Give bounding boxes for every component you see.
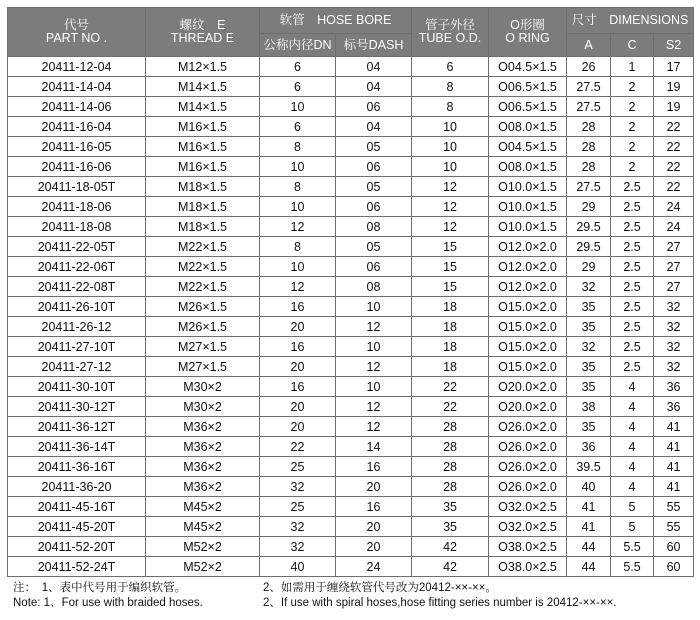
note-cn-1: 注： 1、表中代号用于编织软管。: [13, 582, 187, 594]
part-no-cell: 20411-30-12T: [8, 397, 146, 417]
table-row: [8, 177, 694, 197]
table-row: [8, 437, 694, 457]
dim-s2-cell: 22: [654, 177, 694, 197]
table-row: [8, 477, 694, 497]
dash-cell: 04: [336, 117, 412, 137]
dash-cell: 14: [336, 437, 412, 457]
dash-cell: 04: [336, 77, 412, 97]
o-ring-cell: O15.0×2.0: [489, 297, 567, 317]
dash-cell: 20: [336, 517, 412, 537]
dim-s2-cell: 32: [654, 337, 694, 357]
dim-c-cell: 4: [611, 377, 654, 397]
part-no-cell: 20411-26-10T: [8, 297, 146, 317]
tube-od-cell: 35: [412, 517, 489, 537]
dim-s2-cell: 36: [654, 397, 694, 417]
dim-s2-cell: 19: [654, 97, 694, 117]
dim-s2-cell: 41: [654, 417, 694, 437]
tube-od-cell: 28: [412, 477, 489, 497]
dn-cell: 12: [260, 217, 336, 237]
dim-a-cell: 28: [567, 137, 611, 157]
part-no-cell: 20411-27-10T: [8, 337, 146, 357]
dash-cell: 06: [336, 257, 412, 277]
table-body: [8, 57, 694, 577]
header-dim-c: C: [611, 34, 654, 57]
tube-od-cell: 10: [412, 157, 489, 177]
dash-cell: 12: [336, 317, 412, 337]
thread-cell: M16×1.5: [146, 137, 260, 157]
dn-cell: 10: [260, 97, 336, 117]
notes: [7, 581, 693, 615]
dim-a-cell: 35: [567, 357, 611, 377]
part-no-cell: 20411-18-06: [8, 197, 146, 217]
table-row: [8, 357, 694, 377]
dim-a-cell: 28: [567, 117, 611, 137]
dim-a-cell: 35: [567, 377, 611, 397]
part-no-cell: 20411-30-10T: [8, 377, 146, 397]
part-no-cell: 20411-45-16T: [8, 497, 146, 517]
thread-cell: M30×2: [146, 397, 260, 417]
table-row: [8, 157, 694, 177]
dim-s2-cell: 41: [654, 477, 694, 497]
dim-s2-cell: 32: [654, 357, 694, 377]
o-ring-cell: O08.0×1.5: [489, 157, 567, 177]
dash-cell: 08: [336, 217, 412, 237]
dim-c-cell: 2.5: [611, 197, 654, 217]
thread-cell: M16×1.5: [146, 157, 260, 177]
dim-a-cell: 35: [567, 417, 611, 437]
dn-cell: 16: [260, 337, 336, 357]
thread-cell: M18×1.5: [146, 177, 260, 197]
thread-cell: M18×1.5: [146, 217, 260, 237]
tube-od-cell: 12: [412, 197, 489, 217]
part-no-cell: 20411-52-20T: [8, 537, 146, 557]
part-no-cell: 20411-14-06: [8, 97, 146, 117]
o-ring-cell: O38.0×2.5: [489, 537, 567, 557]
dim-c-cell: 2.5: [611, 177, 654, 197]
dim-c-cell: 2: [611, 137, 654, 157]
dim-s2-cell: 41: [654, 457, 694, 477]
thread-cell: M14×1.5: [146, 97, 260, 117]
dash-cell: 16: [336, 457, 412, 477]
dim-c-cell: 1: [611, 57, 654, 77]
dim-a-cell: 27.5: [567, 77, 611, 97]
tube-od-cell: 15: [412, 257, 489, 277]
dim-a-cell: 44: [567, 537, 611, 557]
dim-a-cell: 32: [567, 337, 611, 357]
part-no-cell: 20411-22-06T: [8, 257, 146, 277]
part-no-cell: 20411-14-04: [8, 77, 146, 97]
dim-a-cell: 44: [567, 557, 611, 577]
part-no-cell: 20411-52-24T: [8, 557, 146, 577]
tube-od-cell: 10: [412, 137, 489, 157]
dash-cell: 20: [336, 477, 412, 497]
o-ring-cell: O26.0×2.0: [489, 437, 567, 457]
table-row: [8, 117, 694, 137]
o-ring-cell: O15.0×2.0: [489, 317, 567, 337]
table-row: [8, 337, 694, 357]
dash-cell: 12: [336, 357, 412, 377]
dim-s2-cell: 24: [654, 197, 694, 217]
dn-cell: 16: [260, 297, 336, 317]
dim-c-cell: 2.5: [611, 217, 654, 237]
dn-cell: 8: [260, 177, 336, 197]
table-row: [8, 377, 694, 397]
dash-cell: 04: [336, 57, 412, 77]
tube-od-cell: 28: [412, 417, 489, 437]
dim-c-cell: 2.5: [611, 237, 654, 257]
table-row: [8, 77, 694, 97]
tube-od-cell: 28: [412, 457, 489, 477]
dim-a-cell: 29: [567, 257, 611, 277]
dash-cell: 10: [336, 377, 412, 397]
dash-cell: 05: [336, 177, 412, 197]
dim-a-cell: 41: [567, 517, 611, 537]
table-row: [8, 197, 694, 217]
part-no-cell: 20411-36-14T: [8, 437, 146, 457]
o-ring-cell: O32.0×2.5: [489, 517, 567, 537]
dash-cell: 12: [336, 417, 412, 437]
dash-cell: 05: [336, 137, 412, 157]
dim-c-cell: 4: [611, 437, 654, 457]
dim-c-cell: 2.5: [611, 337, 654, 357]
thread-cell: M36×2: [146, 417, 260, 437]
o-ring-cell: O20.0×2.0: [489, 397, 567, 417]
dim-s2-cell: 32: [654, 317, 694, 337]
tube-od-cell: 12: [412, 177, 489, 197]
table-header: [8, 8, 694, 57]
dim-c-cell: 4: [611, 457, 654, 477]
o-ring-cell: O38.0×2.5: [489, 557, 567, 577]
header-tube-od: 管子外径 TUBE O.D.: [412, 8, 489, 57]
dim-s2-cell: 22: [654, 157, 694, 177]
note-en-2: 2、If use with spiral hoses,hose fitting series number is 20412-××-××.: [263, 597, 617, 609]
dim-a-cell: 39.5: [567, 457, 611, 477]
tube-od-cell: 10: [412, 117, 489, 137]
dash-cell: 20: [336, 537, 412, 557]
part-no-cell: 20411-18-05T: [8, 177, 146, 197]
dim-c-cell: 5: [611, 517, 654, 537]
dn-cell: 20: [260, 397, 336, 417]
dash-cell: 05: [336, 237, 412, 257]
dim-a-cell: 29.5: [567, 237, 611, 257]
tube-od-cell: 6: [412, 57, 489, 77]
dn-cell: 40: [260, 557, 336, 577]
part-no-cell: 20411-12-04: [8, 57, 146, 77]
thread-cell: M36×2: [146, 457, 260, 477]
table-row: [8, 417, 694, 437]
table-row: [8, 557, 694, 577]
dn-cell: 25: [260, 457, 336, 477]
o-ring-cell: O10.0×1.5: [489, 197, 567, 217]
o-ring-cell: O12.0×2.0: [489, 277, 567, 297]
o-ring-cell: O04.5×1.5: [489, 57, 567, 77]
dim-c-cell: 2: [611, 117, 654, 137]
dash-cell: 10: [336, 297, 412, 317]
part-no-cell: 20411-36-20: [8, 477, 146, 497]
dim-a-cell: 28: [567, 157, 611, 177]
table-row: [8, 237, 694, 257]
dim-a-cell: 27.5: [567, 177, 611, 197]
dim-c-cell: 2.5: [611, 257, 654, 277]
dim-s2-cell: 60: [654, 537, 694, 557]
o-ring-cell: O26.0×2.0: [489, 457, 567, 477]
dim-c-cell: 4: [611, 397, 654, 417]
table-row: [8, 137, 694, 157]
header-dim-s2: S2: [654, 34, 694, 57]
dim-s2-cell: 19: [654, 77, 694, 97]
tube-od-cell: 8: [412, 97, 489, 117]
o-ring-cell: O12.0×2.0: [489, 237, 567, 257]
thread-cell: M27×1.5: [146, 357, 260, 377]
thread-cell: M14×1.5: [146, 77, 260, 97]
thread-cell: M22×1.5: [146, 237, 260, 257]
tube-od-cell: 18: [412, 357, 489, 377]
dim-c-cell: 2: [611, 97, 654, 117]
o-ring-cell: O15.0×2.0: [489, 357, 567, 377]
table-row: [8, 217, 694, 237]
table-row: [8, 397, 694, 417]
part-no-cell: 20411-45-20T: [8, 517, 146, 537]
thread-cell: M27×1.5: [146, 337, 260, 357]
dim-c-cell: 5.5: [611, 537, 654, 557]
part-no-cell: 20411-22-05T: [8, 237, 146, 257]
tube-od-cell: 42: [412, 537, 489, 557]
part-no-cell: 20411-26-12: [8, 317, 146, 337]
note-en-1: Note: 1、For use with braided hoses.: [13, 597, 203, 609]
dim-a-cell: 26: [567, 57, 611, 77]
header-thread: 螺纹 E THREAD E: [146, 8, 260, 57]
dn-cell: 20: [260, 357, 336, 377]
part-no-cell: 20411-16-05: [8, 137, 146, 157]
dn-cell: 8: [260, 137, 336, 157]
o-ring-cell: O06.5×1.5: [489, 97, 567, 117]
dim-a-cell: 36: [567, 437, 611, 457]
dim-a-cell: 29: [567, 197, 611, 217]
thread-cell: M30×2: [146, 377, 260, 397]
o-ring-cell: O04.5×1.5: [489, 137, 567, 157]
o-ring-cell: O12.0×2.0: [489, 257, 567, 277]
dim-c-cell: 2.5: [611, 277, 654, 297]
fitting-spec-table: [7, 7, 694, 577]
dim-c-cell: 5: [611, 497, 654, 517]
dim-a-cell: 35: [567, 317, 611, 337]
tube-od-cell: 15: [412, 237, 489, 257]
dn-cell: 6: [260, 77, 336, 97]
dim-s2-cell: 22: [654, 117, 694, 137]
dim-s2-cell: 24: [654, 217, 694, 237]
tube-od-cell: 18: [412, 317, 489, 337]
dash-cell: 12: [336, 397, 412, 417]
dn-cell: 20: [260, 317, 336, 337]
tube-od-cell: 8: [412, 77, 489, 97]
part-no-cell: 20411-16-04: [8, 117, 146, 137]
dim-s2-cell: 55: [654, 497, 694, 517]
dn-cell: 22: [260, 437, 336, 457]
thread-cell: M22×1.5: [146, 277, 260, 297]
dn-cell: 32: [260, 537, 336, 557]
part-no-cell: 20411-18-08: [8, 217, 146, 237]
table-row: [8, 517, 694, 537]
dn-cell: 16: [260, 377, 336, 397]
dn-cell: 32: [260, 517, 336, 537]
dn-cell: 25: [260, 497, 336, 517]
table-row: [8, 57, 694, 77]
dim-c-cell: 2.5: [611, 317, 654, 337]
dim-s2-cell: 27: [654, 277, 694, 297]
tube-od-cell: 22: [412, 377, 489, 397]
table-row: [8, 297, 694, 317]
table-row: [8, 277, 694, 297]
table-row: [8, 317, 694, 337]
dim-c-cell: 2: [611, 157, 654, 177]
spec-sheet: [7, 7, 693, 615]
part-no-cell: 20411-36-12T: [8, 417, 146, 437]
dim-s2-cell: 32: [654, 297, 694, 317]
dim-c-cell: 5.5: [611, 557, 654, 577]
header-part-no: 代号 PART NO .: [8, 8, 146, 57]
part-no-cell: 20411-27-12: [8, 357, 146, 377]
dim-c-cell: 4: [611, 417, 654, 437]
dash-cell: 06: [336, 157, 412, 177]
dim-a-cell: 38: [567, 397, 611, 417]
thread-cell: M16×1.5: [146, 117, 260, 137]
tube-od-cell: 18: [412, 337, 489, 357]
o-ring-cell: O26.0×2.0: [489, 417, 567, 437]
header-o-ring: O形圈 O RING: [489, 8, 567, 57]
dash-cell: 06: [336, 197, 412, 217]
dn-cell: 6: [260, 117, 336, 137]
dn-cell: 12: [260, 277, 336, 297]
thread-cell: M36×2: [146, 477, 260, 497]
thread-cell: M45×2: [146, 517, 260, 537]
dn-cell: 10: [260, 197, 336, 217]
dim-a-cell: 27.5: [567, 97, 611, 117]
dn-cell: 10: [260, 157, 336, 177]
tube-od-cell: 22: [412, 397, 489, 417]
table-row: [8, 257, 694, 277]
tube-od-cell: 12: [412, 217, 489, 237]
dim-s2-cell: 36: [654, 377, 694, 397]
notes-column-2: [263, 581, 617, 611]
o-ring-cell: O06.5×1.5: [489, 77, 567, 97]
o-ring-cell: O15.0×2.0: [489, 337, 567, 357]
header-dn: 公称内径DN: [260, 34, 336, 57]
header-dim-a: A: [567, 34, 611, 57]
thread-cell: M36×2: [146, 437, 260, 457]
o-ring-cell: O32.0×2.5: [489, 497, 567, 517]
part-no-cell: 20411-36-16T: [8, 457, 146, 477]
o-ring-cell: O10.0×1.5: [489, 217, 567, 237]
dim-a-cell: 40: [567, 477, 611, 497]
part-no-cell: 20411-22-08T: [8, 277, 146, 297]
thread-cell: M12×1.5: [146, 57, 260, 77]
part-no-cell: 20411-16-06: [8, 157, 146, 177]
header-dimensions: 尺寸 DIMENSIONS: [567, 8, 694, 34]
dn-cell: 8: [260, 237, 336, 257]
thread-cell: M45×2: [146, 497, 260, 517]
thread-cell: M26×1.5: [146, 317, 260, 337]
dim-a-cell: 41: [567, 497, 611, 517]
dn-cell: 10: [260, 257, 336, 277]
dash-cell: 10: [336, 337, 412, 357]
o-ring-cell: O10.0×1.5: [489, 177, 567, 197]
notes-column-1: [13, 581, 203, 611]
thread-cell: M22×1.5: [146, 257, 260, 277]
dash-cell: 24: [336, 557, 412, 577]
header-hose-bore: 软管 HOSE BORE: [260, 8, 412, 34]
thread-cell: M26×1.5: [146, 297, 260, 317]
dn-cell: 32: [260, 477, 336, 497]
table-row: [8, 497, 694, 517]
dim-s2-cell: 22: [654, 137, 694, 157]
dn-cell: 20: [260, 417, 336, 437]
dim-a-cell: 29.5: [567, 217, 611, 237]
tube-od-cell: 15: [412, 277, 489, 297]
note-cn-2: 2、如需用于缠绕软管代号改为20412-××-××。: [263, 582, 497, 594]
dim-s2-cell: 17: [654, 57, 694, 77]
dim-c-cell: 2.5: [611, 357, 654, 377]
o-ring-cell: O08.0×1.5: [489, 117, 567, 137]
dim-s2-cell: 55: [654, 517, 694, 537]
o-ring-cell: O20.0×2.0: [489, 377, 567, 397]
dim-a-cell: 35: [567, 297, 611, 317]
tube-od-cell: 18: [412, 297, 489, 317]
header-dash: 标号DASH: [336, 34, 412, 57]
dash-cell: 08: [336, 277, 412, 297]
dn-cell: 6: [260, 57, 336, 77]
table-row: [8, 97, 694, 117]
thread-cell: M52×2: [146, 537, 260, 557]
dim-s2-cell: 27: [654, 237, 694, 257]
dim-s2-cell: 60: [654, 557, 694, 577]
tube-od-cell: 42: [412, 557, 489, 577]
dim-a-cell: 32: [567, 277, 611, 297]
thread-cell: M52×2: [146, 557, 260, 577]
dash-cell: 06: [336, 97, 412, 117]
dim-s2-cell: 27: [654, 257, 694, 277]
tube-od-cell: 28: [412, 437, 489, 457]
dim-s2-cell: 41: [654, 437, 694, 457]
dim-c-cell: 2.5: [611, 297, 654, 317]
table-row: [8, 537, 694, 557]
dim-c-cell: 4: [611, 477, 654, 497]
dash-cell: 16: [336, 497, 412, 517]
dim-c-cell: 2: [611, 77, 654, 97]
thread-cell: M18×1.5: [146, 197, 260, 217]
o-ring-cell: O26.0×2.0: [489, 477, 567, 497]
tube-od-cell: 35: [412, 497, 489, 517]
table-row: [8, 457, 694, 477]
